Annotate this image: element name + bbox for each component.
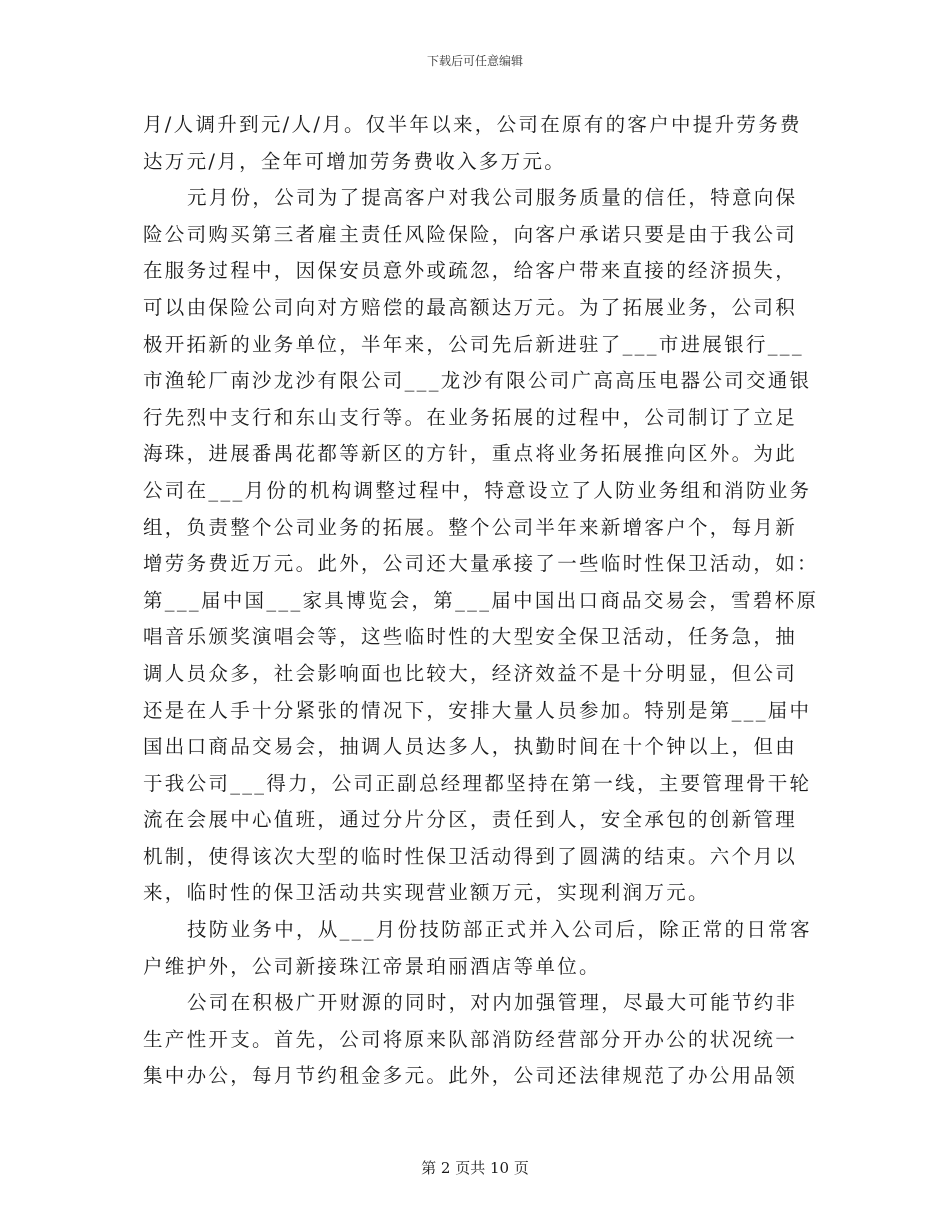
text-line: 生产性开支。首先，公司将原来队部消防经营部分开办公的状况统一	[143, 1027, 798, 1051]
text-line: 元月份，公司为了提高客户对我公司服务质量的信任，特意向保	[187, 186, 798, 210]
text-line: 第___届中国___家具博览会，第___届中国出口商品交易会，雪碧杯原	[143, 588, 819, 612]
text-line: 技防业务中，从___月份技防部正式并入公司后，除正常的日常客	[187, 918, 812, 942]
text-line: 市渔轮厂南沙龙沙有限公司___龙沙有限公司广高高压电器公司交通银	[143, 369, 812, 393]
text-line: 行先烈中支行和东山支行等。在业务拓展的过程中，公司制订了立足	[143, 405, 798, 429]
document-body	[143, 107, 819, 1095]
text-line: 可以由保险公司向对方赔偿的最高额达万元。为了拓展业务，公司积	[143, 295, 798, 319]
text-line: 集中办公，每月节约租金多元。此外，公司还法律规范了办公用品领	[143, 1064, 798, 1088]
text-line: 来，临时性的保卫活动共实现营业额万元，实现利润万元。	[143, 881, 710, 905]
page-footer: 第 2 页共 10 页	[421, 1159, 529, 1177]
text-line: 在服务过程中，因保安员意外或疏忽，给客户带来直接的经济损失，	[143, 259, 798, 283]
text-line: 调人员众多，社会影响面也比较大，经济效益不是十分明显，但公司	[143, 661, 798, 685]
text-line: 国出口商品交易会，抽调人员达多人，执勤时间在十个钟以上，但由	[143, 735, 798, 759]
text-line: 增劳务费近万元。此外，公司还大量承接了一些临时性保卫活动，如：	[143, 552, 819, 576]
text-line: 极开拓新的业务单位，半年来，公司先后新进驻了___市进展银行___	[143, 332, 804, 356]
text-line: 海珠，进展番禺花都等新区的方针，重点将业务拓展推向区外。为此	[143, 442, 798, 466]
text-line: 公司在___月份的机构调整过程中，特意设立了人防业务组和消防业务	[143, 478, 812, 502]
text-line: 达万元/月，全年可增加劳务费收入多万元。	[143, 149, 567, 173]
text-line: 流在会展中心值班，通过分片分区，责任到人，安全承包的创新管理	[143, 808, 798, 832]
text-line: 还是在人手十分紧张的情况下，安排大量人员参加。特别是第___届中	[143, 698, 812, 722]
text-line: 月/人调升到元/人/月。仅半年以来，公司在原有的客户中提升劳务费	[143, 113, 802, 136]
text-line: 公司在积极广开财源的同时，对内加强管理，尽最大可能节约非	[187, 991, 798, 1015]
text-line: 险公司购买第三者雇主责任风险保险，向客户承诺只要是由于我公司	[143, 222, 798, 246]
text-line: 组，负责整个公司业务的拓展。整个公司半年来新增客户个，每月新	[143, 515, 798, 539]
page-header: 下载后可任意编辑	[426, 54, 523, 68]
text-line: 于我公司___得力，公司正副总经理都坚持在第一线，主要管理骨干轮	[143, 771, 812, 795]
text-line: 机制，使得该次大型的临时性保卫活动得到了圆满的结束。六个月以	[143, 844, 798, 868]
text-line: 户维护外，公司新接珠江帝景珀丽酒店等单位。	[143, 954, 601, 978]
text-line: 唱音乐颁奖演唱会等，这些临时性的大型安全保卫活动，任务急，抽	[143, 625, 798, 649]
